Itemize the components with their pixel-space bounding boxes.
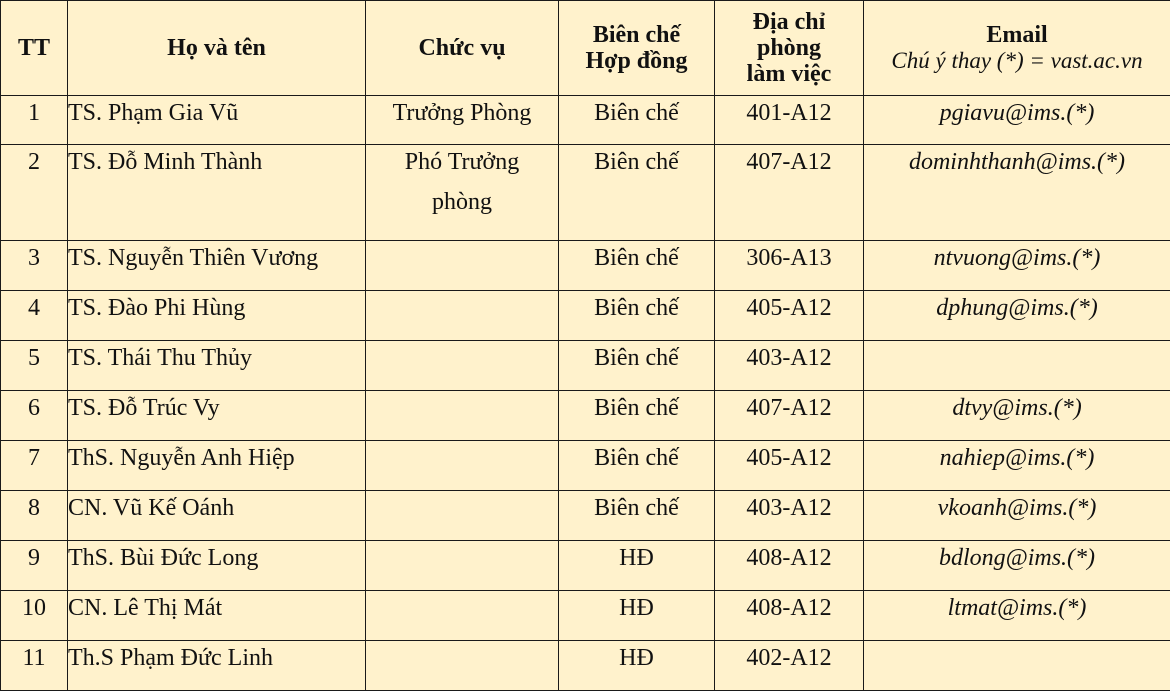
cell-name-text: TS. Nguyễn Thiên Vương	[68, 241, 365, 282]
cell-email-text: dominhthanh@ims.(*)	[864, 145, 1170, 186]
cell-type	[559, 96, 715, 145]
table-row	[1, 591, 1170, 641]
table-row	[1, 391, 1170, 441]
cell-room-text: 402-A12	[715, 641, 863, 682]
cell-tt-text: 10	[1, 591, 67, 632]
cell-name	[68, 491, 366, 541]
cell-tt-text: 11	[1, 641, 67, 682]
table-row	[1, 96, 1170, 145]
cell-email-text: ntvuong@ims.(*)	[864, 241, 1170, 282]
cell-room	[715, 341, 864, 391]
cell-type-text: Biên chế	[559, 291, 714, 332]
header-type	[559, 1, 715, 96]
cell-tt	[1, 291, 68, 341]
cell-email	[864, 241, 1170, 291]
cell-room-text: 405-A12	[715, 441, 863, 482]
cell-email-text: ltmat@ims.(*)	[864, 591, 1170, 632]
cell-room-text: 407-A12	[715, 145, 863, 186]
cell-room	[715, 441, 864, 491]
cell-type	[559, 341, 715, 391]
table-body	[1, 96, 1170, 691]
cell-email-text: dtvy@ims.(*)	[864, 391, 1170, 432]
cell-type-text: HĐ	[559, 641, 714, 682]
cell-role	[366, 541, 559, 591]
cell-room	[715, 241, 864, 291]
cell-email	[864, 441, 1170, 491]
cell-room-text: 407-A12	[715, 391, 863, 432]
cell-email	[864, 491, 1170, 541]
cell-role	[366, 241, 559, 291]
cell-name-text: TS. Đào Phi Hùng	[68, 291, 365, 332]
cell-room	[715, 491, 864, 541]
cell-role	[366, 96, 559, 145]
cell-email-text: pgiavu@ims.(*)	[864, 96, 1170, 137]
cell-role	[366, 291, 559, 341]
table-row	[1, 145, 1170, 241]
header-type-line2: Hợp đồng	[586, 48, 688, 74]
cell-email-text: nahiep@ims.(*)	[864, 441, 1170, 482]
header-room-line3: làm việc	[747, 61, 832, 87]
cell-room-text: 408-A12	[715, 591, 863, 632]
role-line1: Trưởng Phòng	[366, 96, 558, 137]
cell-name-text: Th.S Phạm Đức Linh	[68, 641, 365, 682]
cell-tt-text: 5	[1, 341, 67, 382]
cell-room	[715, 391, 864, 441]
cell-email	[864, 641, 1170, 691]
cell-tt-text: 7	[1, 441, 67, 482]
header-email-note: Chú ý thay (*) = vast.ac.vn	[864, 48, 1170, 74]
cell-name-text: ThS. Bùi Đức Long	[68, 541, 365, 582]
cell-name	[68, 441, 366, 491]
header-type-line1: Biên chế	[593, 22, 680, 48]
cell-name-text: ThS. Nguyễn Anh Hiệp	[68, 441, 365, 482]
cell-name	[68, 291, 366, 341]
header-email	[864, 1, 1170, 96]
cell-tt-text: 8	[1, 491, 67, 532]
cell-type	[559, 145, 715, 241]
cell-room-text: 401-A12	[715, 96, 863, 137]
cell-tt	[1, 591, 68, 641]
cell-type-text: Biên chế	[559, 441, 714, 482]
table-row	[1, 291, 1170, 341]
cell-type	[559, 391, 715, 441]
header-role: Chức vụ	[366, 1, 559, 96]
cell-role	[366, 341, 559, 391]
cell-email	[864, 591, 1170, 641]
cell-room-text: 405-A12	[715, 291, 863, 332]
cell-tt-text: 1	[1, 96, 67, 137]
cell-type	[559, 441, 715, 491]
cell-tt	[1, 145, 68, 241]
cell-type	[559, 541, 715, 591]
cell-email	[864, 391, 1170, 441]
table-row	[1, 541, 1170, 591]
cell-room-text: 306-A13	[715, 241, 863, 282]
header-room	[715, 1, 864, 96]
cell-room-text: 403-A12	[715, 491, 863, 532]
cell-email	[864, 541, 1170, 591]
cell-name	[68, 391, 366, 441]
cell-type	[559, 491, 715, 541]
cell-type-text: Biên chế	[559, 341, 714, 382]
cell-name	[68, 541, 366, 591]
cell-room	[715, 541, 864, 591]
cell-type	[559, 591, 715, 641]
cell-name-text: TS. Đỗ Trúc Vy	[68, 391, 365, 432]
cell-type	[559, 291, 715, 341]
cell-tt	[1, 96, 68, 145]
cell-role	[366, 441, 559, 491]
cell-email	[864, 145, 1170, 241]
header-room-line1: Địa chỉ	[753, 9, 826, 35]
cell-room	[715, 591, 864, 641]
cell-type-text: Biên chế	[559, 145, 714, 186]
cell-type-text: Biên chế	[559, 391, 714, 432]
cell-tt	[1, 491, 68, 541]
cell-tt-text: 3	[1, 241, 67, 282]
cell-email	[864, 341, 1170, 391]
cell-tt	[1, 641, 68, 691]
cell-type-text: Biên chế	[559, 491, 714, 532]
cell-name	[68, 241, 366, 291]
cell-email	[864, 96, 1170, 145]
cell-type	[559, 641, 715, 691]
cell-role	[366, 491, 559, 541]
role-line2: phòng	[366, 179, 558, 225]
cell-room	[715, 641, 864, 691]
role-line1: Phó Trưởng	[366, 145, 558, 186]
cell-type	[559, 241, 715, 291]
header-name: Họ và tên	[68, 1, 366, 96]
cell-role	[366, 145, 559, 241]
cell-tt	[1, 391, 68, 441]
header-tt: TT	[1, 1, 68, 96]
cell-type-text: HĐ	[559, 591, 714, 632]
cell-name	[68, 145, 366, 241]
cell-name-text: TS. Đỗ Minh Thành	[68, 145, 365, 186]
cell-tt-text: 4	[1, 291, 67, 332]
table-row	[1, 441, 1170, 491]
cell-room	[715, 96, 864, 145]
cell-type-text: HĐ	[559, 541, 714, 582]
cell-room-text: 408-A12	[715, 541, 863, 582]
cell-name	[68, 341, 366, 391]
header-room-line2: phòng	[757, 35, 821, 61]
table-row	[1, 641, 1170, 691]
cell-name-text: TS. Phạm Gia Vũ	[68, 96, 365, 137]
cell-email-text: bdlong@ims.(*)	[864, 541, 1170, 582]
cell-role	[366, 641, 559, 691]
cell-type-text: Biên chế	[559, 241, 714, 282]
cell-room-text: 403-A12	[715, 341, 863, 382]
cell-name	[68, 591, 366, 641]
cell-name-text: CN. Vũ Kế Oánh	[68, 491, 365, 532]
cell-type-text: Biên chế	[559, 96, 714, 137]
table-row	[1, 241, 1170, 291]
cell-tt-text: 6	[1, 391, 67, 432]
cell-email	[864, 291, 1170, 341]
cell-name-text: CN. Lê Thị Mát	[68, 591, 365, 632]
cell-tt	[1, 541, 68, 591]
table-row	[1, 491, 1170, 541]
cell-email-text: vkoanh@ims.(*)	[864, 491, 1170, 532]
cell-room	[715, 291, 864, 341]
cell-email-text: dphung@ims.(*)	[864, 291, 1170, 332]
cell-role	[366, 391, 559, 441]
cell-role	[366, 591, 559, 641]
cell-tt-text: 9	[1, 541, 67, 582]
cell-room	[715, 145, 864, 241]
cell-tt-text: 2	[1, 145, 67, 186]
cell-tt	[1, 341, 68, 391]
cell-tt	[1, 241, 68, 291]
header-email-title: Email	[986, 22, 1047, 48]
cell-name	[68, 641, 366, 691]
cell-tt	[1, 441, 68, 491]
cell-name	[68, 96, 366, 145]
header-row	[1, 1, 1170, 96]
table-row	[1, 341, 1170, 391]
cell-name-text: TS. Thái Thu Thủy	[68, 341, 365, 382]
